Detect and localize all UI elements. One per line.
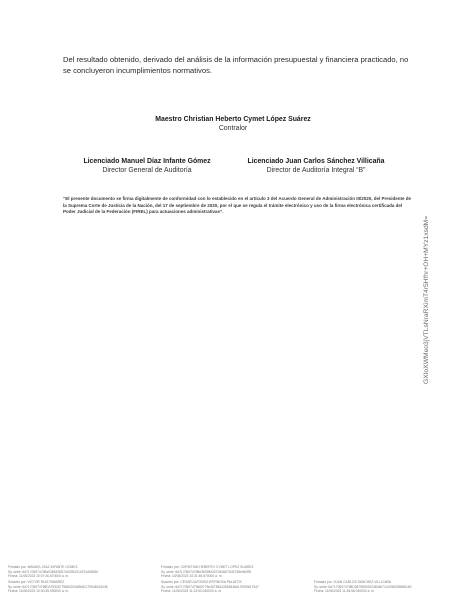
intro-paragraph: Del resultado obtenido, derivado del análisis de la información presupuestal y financiera practicado, no se concluyeron incumplimientos normativos. [63,55,409,75]
signature-date: Fecha: 10/06/2023 10:31:46.670000 a. m. [161,574,223,579]
signer-name: Licenciado Juan Carlos Sánchez Villicaña [247,158,385,165]
signer-role: Director de Auditoría Integral “B” [266,167,366,174]
electronic-signature-note: “El presente documento se firma digitalmente de conformidad con lo establecido en el artículo 3 del Acuerdo General de Administración III/2020, del Presidente de la Suprema Corte de Justicia de la Nación, del 17 de septiembre de 2020, por el que se regula el trámite electrónico y uso de la firma electrónica certificada del Poder Judicial de la Federación (FIREL) para actuaciones administrativas”. [63,196,412,215]
signature-block [161,565,261,579]
signature-date: Fecha: 11/06/2023 10:30:35.490000 a. m. [8,589,70,594]
signer-director-general [62,157,232,175]
signature-signer: Firmado por: CHRISTIAN HEBERTO CYMET LOPEZ SUAREZ [161,565,254,569]
signature-signer: Firmado por: MANUEL DIAZ INFANTE GOMEZ [8,565,78,569]
signature-serial: Sy. serie: 6d7170597479d83776e30786422854848d17990f617947 [161,584,259,589]
signature-block [8,580,108,594]
signature-date: Fecha: 11/06/2023 11:13:53.040000 a. m. [161,589,222,594]
signature-serial: Sy. serie: 6d71705974798D3793287798622D4d9h81179946014036 [8,584,108,589]
signature-signer: Suscrito por: VÍCTOR RUIZ RAMIREZ [8,580,65,584]
signer-contralor [110,115,356,133]
signature-block [8,565,108,579]
signature-signer: Firmado por: JUAN CARLOS SANCHEZ VILLICAÑA [314,580,392,584]
signature-serial: Sy. serie: 6d71705974798e38399d3270346D7640746e96399 [161,569,252,574]
signature-block [314,580,414,594]
signer-name: Licenciado Manuel Díaz Infante Gómez [83,158,211,165]
signer-role: Director General de Auditoría [102,167,192,174]
signature-serial: Sy. serie: 6d71705974798a0386326D7400951214974d09630 [8,569,99,574]
signer-director-auditoria [230,157,402,175]
vertical-verification-code: GXIoXWMeo3jVTLsNraRXimT4r5Hfhr+OH+MYz1xsdM= [423,215,430,384]
signature-signer: Suscrito por: CÉSAR ALFONSO ESPINOSA PALAFOX [161,580,242,584]
signature-block [161,580,261,594]
signature-date: Fecha: 11/06/2023 11:46:56.040000 a. m. [314,589,375,594]
signer-name: Maestro Christian Heberto Cymet López Suárez [155,116,311,123]
signer-role: Contralor [218,125,248,132]
signature-date: Fecha: 11/06/2023 10:07:46.670000 a. m. [8,574,70,579]
signature-serial: Sy. serie: 6d71705974798D38798933324834b712d756035696183 [314,584,412,589]
